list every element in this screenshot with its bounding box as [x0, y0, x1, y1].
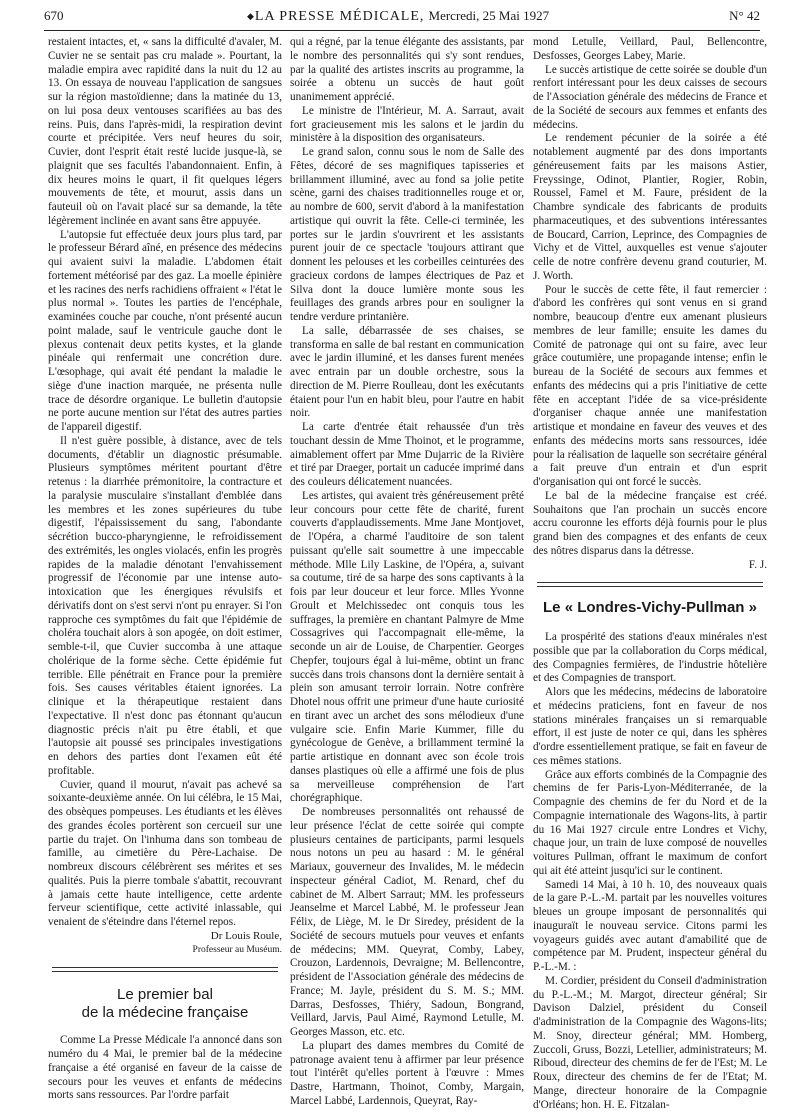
paragraph: Samedi 14 Mai, à 10 h. 10, des nouveaux quais de la gare P.-L.-M. partait par les nouvelles voitures bleues un groupe imposant de personnalités qui inauguraït le nouveau service. Citons parmi les voyageurs guidés avec autant d'amabilité que de compétence par M. Prudent, inspecteur général du P.-L.-M. :	[533, 878, 767, 973]
article-title	[48, 986, 282, 1022]
issue-number: N° 42	[729, 8, 760, 23]
section-divider	[537, 582, 763, 583]
paragraph: La carte d'entrée était rehaussée d'un très touchant dessin de Mme Thoinot, et le programme, aimablement offert par Mme Dujarric de la Rivière et tiré par Draeger, portait un caducée imprimé dans des couleurs délicatement nuancées.	[290, 421, 524, 488]
paragraph: De nombreuses personnalités ont rehaussé de leur présence l'éclat de cette soirée qui compte plusieurs centaines de participants, parmi lesquels nous notons un peu au hasard : M. le général Mariaux, gouverneur des Invalides, M. le médecin inspecteur général Cadiot, M. Renard, chef du cabinet de M. Albert Sarraut; MM. les professeurs Jeanselme et Marcel Labbé, M. le professeur Jean Félix, de Liège, M. le Dr Siredey, président de la Société de secours mutuels pour veuves et enfants de médecins; MM. Queyrat, Comby, Labey, Crouzon, Lardennois, Devraigne; M. Bellencontre, président de l'Association générale des médecins de France; M. Jayle, président du S. M. S.; MM. Darras, Desfosses, Thiéry, Sadoun, Bongrand, Veillard, Jarvis, Paul Aimé, Raymond Letulle, M. Georges Masson, etc. etc.	[290, 806, 524, 1038]
section-divider	[52, 967, 278, 968]
paragraph: Les artistes, qui avaient très généreusement prêté leur concours pour cette fête de charité, furent couverts d'applaudissements. Mme Jane Montjovet, de l'Opéra, a charmé l'auditoire de son talent puissant qu'elle sait soumettre à une impeccable méthode. Mlle Lily Laskine, de l'Opéra, a, suivant sa coutume, tiré de sa harpe des sons captivants à la fois par leur douceur et leur force. Mlles Yvonne Groult et Melchissedec ont conquis tous les suffrages, la première en chantant Palmyre de Mme Cossagrives qui l'accompagnait elle-même, la seconde un air de Louise, de Charpentier. Georges Chepfer, toujours égal à lui-même, obtint un franc succès dans trois chansons dont la dernière sentait à plein son amusant terroir lorrain. Notre confrère Dhotel nous offrit une primeur d'une haute curiosité en tirant avec un archet des sons mélodieux d'une vulgaire scie. Enfin Marie Kummer, fille du gynécologue de Genève, a brillamment terminé la partie artistique en donnant avec son école trois danses plastiques où elle a affirmé une fois de plus sa merveilleuse compréhension de l'art chorégraphique.	[290, 489, 524, 805]
column-3	[533, 36, 767, 1112]
article-title: Le « Londres-Vichy-Pullman »	[543, 599, 757, 617]
article-title-line: de la médecine française	[81, 1004, 249, 1022]
paragraph: Le succès artistique de cette soirée se double d'un renfort intéressant pour les deux caisses de secours de l'Association générale des médecins de France et de la Société de secours aux femmes et enfants des médecins.	[533, 63, 767, 131]
section-divider	[52, 971, 278, 972]
paragraph: Le bal de la médecine française est créé. Souhaitons que l'an prochain un succès encore accru couronne les efforts déjà fournis pour le plus grand bien des compagnes et des enfants de ceux des nôtres disparus dans la détresse.	[533, 489, 767, 557]
paragraph: La plupart des dames membres du Comité de patronage avaient tenu à affirmer par leur présence tout l'intérêt qu'elles portent à l'œuvre : Mmes Dastre, Hartmann, Thoinot, Comby, Margain, Marcel Labbé, Lardennois, Queyrat, Ray-	[290, 1039, 524, 1107]
ornament-icon: ◆	[247, 11, 254, 21]
paragraph: Le grand salon, connu sous le nom de Salle des Fêtes, décoré de ses magnifiques tapisseries et brillamment illuminé, avec au fond sa jolie petite scène, garni des chaises traditionnelles rouge et or, au nombre de 600, servit d'abord à la manifestation artistique qui ouvrit la fête. Celle-ci terminée, les portes sur le jardin s'ouvrirent et les assistants purent jouir de ce spectacle 'toujours attirant que donnent les pelouses et les corbeilles ceinturées des gracieux cordons de lampes électriques de Paz et Silva dont la douce lumière monte sous les feuillages des grands arbres pour en souligner la tendre verdure printanière.	[290, 146, 524, 323]
paragraph: Il n'est guère possible, à distance, avec de tels documents, d'établir un diagnostic présumable. Plusieurs symptômes méritent pourtant d'être retenus : la diarrhée prémonitoire, la contracture et la paralysie musculaire s'installant d'emblée dans les membres et les zones supérieures du tube digestif, l'épaississement du sang, l'abondante sécrétion bucco-pharyngienne, le refroidissement des extrémités, les ongles violacés, enfin les progrès rapides de la maladie dénotant l'envahissement progressif de l'économie par une intense auto-intoxication que les énergiques révulsifs et dérivatifs dont on s'est servi n'ont pu enrayer. Si l'on rapproche ces symptômes du fait que l'épidémie de choléra touchait alors à son apogée, on doit estimer, semble-t-il, que Cuvier succomba à une attaque cholérique de la forme sèche. Cette épidémie fut terrible. Elle pénétrait en France pour la première fois. Ses causes véritables étaient ignorées. La clinique et la thérapeutique restaient dans l'expectative. Il n'est donc pas étonnant qu'aucun diagnostic précis n'ait pu être établi, et que l'autopsie ait poussé ses principales investigations en dehors des parties dont l'examen eût été profitable.	[48, 434, 282, 777]
paragraph: mond Letulle, Veillard, Paul, Bellencontre, Desfosses, Georges Labey, Marie.	[533, 36, 767, 62]
issue-date: Mercredi, 25 Mai 1927	[428, 8, 550, 23]
header-rule	[44, 30, 760, 31]
paragraph: Comme La Presse Médicale l'a annoncé dans son numéro du 4 Mai, le premier bal de la médecine française a été organisé en faveur de la caisse de secours pour les veuves et enfants de médecins morts sans ressources. Par l'ordre parfait	[48, 1034, 282, 1102]
paragraph: Le ministre de l'Intérieur, M. A. Sarraut, avait fort gracieusement mis les salons et le jardin du ministère à la disposition des organisateurs.	[290, 104, 524, 145]
paragraph: Le rendement pécunier de la soirée a été notablement augmenté par des dons importants généreusement faits par les maisons Astier, Freyssinge, Odinot, Plantier, Rogier, Robin, Roussel, Famel et M. Faure, président de la Chambre syndicale des fabricants de produits pharmaceutiques, et des subventions intéressantes de Boucard, Carrion, Leprince, des Compagnies de Vichy et de Vittel, auxquelles est venue s'ajouter celle de notre confrère devenu grand couturier, M. J. Worth.	[533, 132, 767, 282]
paragraph: Grâce aux efforts combinés de la Compagnie des chemins de fer Paris-Lyon-Méditerranée, de la Compagnie des chemins de fer du Nord et de la Compagnie internationale des Wagons-lits, à partir du 16 Mai 1927 circule entre Londres et Vichy, chaque jour, un train de luxe composé de nouvelles voitures Pullman, offrant le maximum de confort qui ait été atteint jusqu'ici sur le continent.	[533, 768, 767, 877]
page-header	[44, 8, 760, 30]
author-title: Professeur au Muséum.	[192, 944, 282, 955]
column-1	[48, 36, 282, 1103]
author-initials: F. J.	[748, 558, 767, 571]
column-2	[290, 36, 524, 1109]
paragraph: L'autopsie fut effectuée deux jours plus tard, par le professeur Bérard aîné, en présence des médecins qui avaient suivi la maladie. L'abdomen était fortement météorisé par des gaz. La moelle épinière et les racines des nerfs rachidiens offraient « l'état le plus normal ». Toutes les parties de l'encéphale, examinées couche par couche, n'ont présenté aucun point malade, sauf le ventricule gauche dont le plexus contenait deux petits kystes, et la glande pinéale qui renfermait une concrétion dure. L'œsophage, qui avait été pendant la maladie le siège d'une inaction marquée, ne présenta nulle trace de désordre organique. Le bulletin d'autopsie ne porte aucune mention sur l'état des autres parties de l'appareil digestif.	[48, 228, 282, 433]
paragraph: La salle, débarrassée de ses chaises, se transforma en salle de bal restant en communication avec le jardin illuminé, et les danses furent menées avec entrain par un double orchestre, sous la direction de M. Pierre Roulleau, dont les exécutants étaient pour l'un en habit bleu, pour l'autre en habit noir.	[290, 324, 524, 420]
author-signature: Dr Louis Roule,	[210, 929, 282, 942]
paragraph: Pour le succès de cette fête, il faut remercier : d'abord les confrères qui sont venus en si grand nombre, beaucoup d'entre eux amenant plusieurs membres de leur famille; ensuite les dames du Comité de patronage qui ont su faire, avec leur grâce coutumière, une propagande intense; enfin le bureau de la Société de secours aux femmes et enfants des médecins qui a pris l'initiative de cette fête en acceptant l'idée de sa vice-présidente d'organiser chaque année une manifestation artistique et mondaine en faveur des veuves et des enfants des médecins morts sans ressources, idée pour la réalisation de laquelle son secrétaire général a fait preuve d'un entrain et d'un esprit d'organisation qui ont forcé le succès.	[533, 283, 767, 488]
page-number: 670	[44, 8, 64, 23]
section-divider	[537, 586, 763, 587]
masthead	[44, 8, 760, 25]
paragraph: M. Cordier, président du Conseil d'administration du P.-L.-M.; M. Margot, directeur général; Sir Davison Dalziel, président du Conseil d'administration de la Compagnie des Wagons-lits; M. Snoy, directeur général; MM. Homberg, Zuccoli, Gruss, Bozzi, Letellier, administrateurs; M. Riboud, directeur des chemins de fer de l'Est; M. Le Roux, directeur des chemins de fer de l'Etat; M. Mange, directeur honoraire de la Compagnie d'Orléans; hon. H. E. Fitzalan-	[533, 974, 767, 1111]
paragraph: Alors que les médecins, médecins de laboratoire et médecins praticiens, font en faveur de nos stations minérales françaises un si remarquable effort, il est juste de noter ce qui, dans les sphères d'ordre essentiellement pratique, se fait en faveur de ces mêmes stations.	[533, 686, 767, 767]
article-title-line: Le premier bal	[117, 986, 213, 1004]
journal-name: LA PRESSE MÉDICALE,	[254, 9, 425, 24]
paragraph: La prospérité des stations d'eaux minérales n'est possible que par la collaboration du Corps médical, des Compagnies fermières, de l'industrie hôtelière et des Compagnies de transport.	[533, 631, 767, 685]
paragraph: restaient intactes, et, « sans la difficulté d'avaler, M. Cuvier ne se sentait pas cru malade ». Pourtant, la maladie empira avec rapidité dans la nuit du 12 au 13. On essaya de nouveau l'application de sangsues sur la région mastoïdienne; dans la matinée du 13, on lui posa deux ventouses scarifiées au bas des reins. Puis, dans l'après-midi, la respiration devint courte et précipitée. Vers neuf heures du soir, Cuvier, dont l'esprit était resté lucide jusque-là, se plaignit que ses facultés l'abandonnaient. Enfin, à dix heures moins le quart, il fit quelques légers mouvements de tête, et mourut, assis dans un fauteuil où on l'avait placé sur sa demande, la tête légèrement inclinée en avant sans être appuyée.	[48, 36, 282, 227]
paragraph: Cuvier, quand il mourut, n'avait pas achevé sa soixante-deuxième année. On lui célébra, le 15 Mai, des obsèques pompeuses. Les étudiants et les élèves des grandes écoles portèrent son cercueil sur une partie du trajet. On l'inhuma dans son tombeau de famille, au cimetière du Père-Lachaise. De nombreux discours célébrèrent ses mérites et ses qualités. Puis la pierre tombale s'abattit, recouvrant à jamais cette haute intelligence, cette ardente ferveur scientifique, cette activité inlassable, qui venaient de s'éteindre dans l'éternel repos.	[48, 778, 282, 928]
paragraph: qui a régné, par la tenue élégante des assistants, par le nombre des personnalités qui s'y sont rendues, par la qualité des artistes inscrits au programme, la soirée a obtenu un succès de haut goût unanimement apprécié.	[290, 36, 524, 103]
